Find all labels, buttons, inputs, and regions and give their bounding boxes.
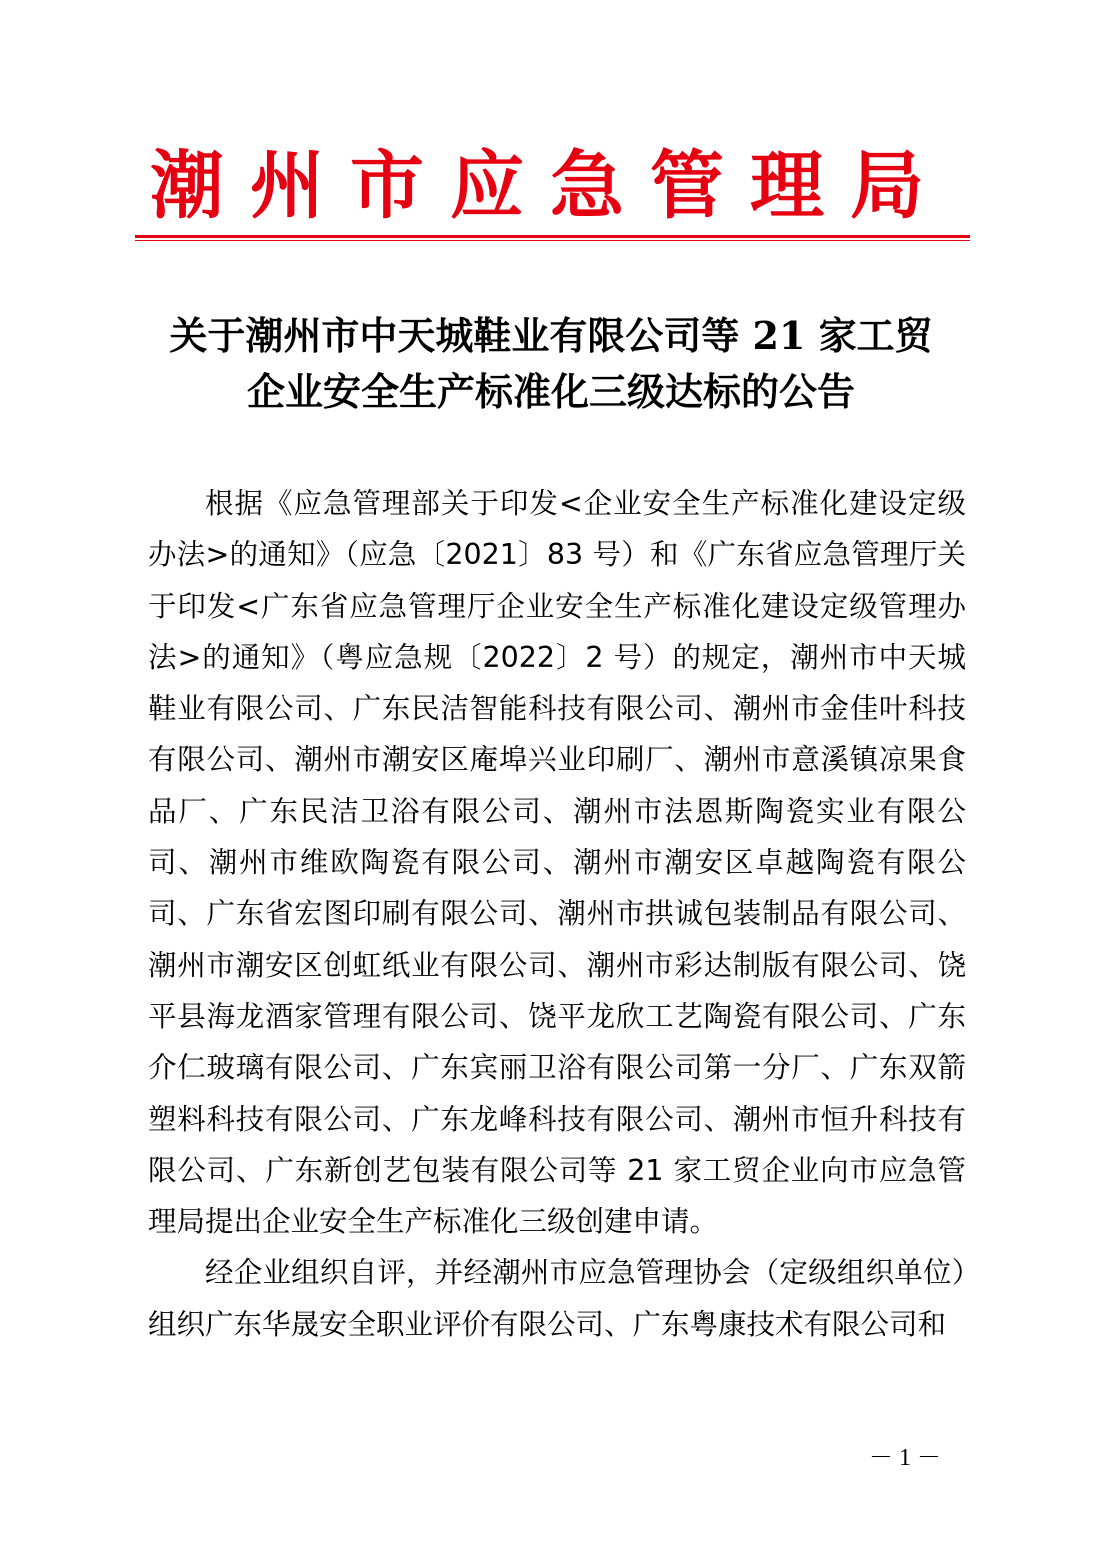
notice-title-line-1: 关于潮州市中天城鞋业有限公司等 21 家工贸	[169, 313, 933, 358]
body-paragraph-2: 经企业组织自评，并经潮州市应急管理协会（定级组织单位）组织广东华晟安全职业评价有限公司、广东粤康技术有限公司和	[148, 1256, 966, 1341]
page-number: － 1 －	[869, 1445, 941, 1471]
notice-body	[148, 478, 966, 1350]
masthead-rule-thick	[135, 235, 970, 238]
agency-masthead: 潮州市应急管理局	[150, 143, 950, 229]
notice-title	[120, 308, 982, 420]
notice-title-line-2: 企业安全生产标准化三级达标的公告	[246, 369, 855, 414]
body-paragraph-1: 根据《应急管理部关于印发<企业安全生产标准化建设定级办法>的通知》（应急〔2021〕83 号）和《广东省应急管理厅关于印发<广东省应急管理厅企业安全生产标准化建设定级管理办法>的通知》（粤应急规〔2022〕2 号）的规定，潮州市中天城鞋业有限公司、广东民洁智能科技有限公司、潮州市金佳叶科技有限公司、潮州市潮安区庵埠兴业印刷厂、潮州市意溪镇凉果食品厂、广东民洁卫浴有限公司、潮州市法恩斯陶瓷实业有限公司、潮州市维欧陶瓷有限公司、潮州市潮安区卓越陶瓷有限公司、广东省宏图印刷有限公司、潮州市拱诚包装制品有限公司、潮州市潮安区创虹纸业有限公司、潮州市彩达制版有限公司、饶平县海龙酒家管理有限公司、饶平龙欣工艺陶瓷有限公司、广东介仁玻璃有限公司、广东宾丽卫浴有限公司第一分厂、广东双箭塑料科技有限公司、广东龙峰科技有限公司、潮州市恒升科技有限公司、广东新创艺包装有限公司等 21 家工贸企业向市应急管理局提出企业安全生产标准化三级创建申请。	[148, 487, 966, 1239]
masthead-rule-thin	[135, 240, 970, 241]
